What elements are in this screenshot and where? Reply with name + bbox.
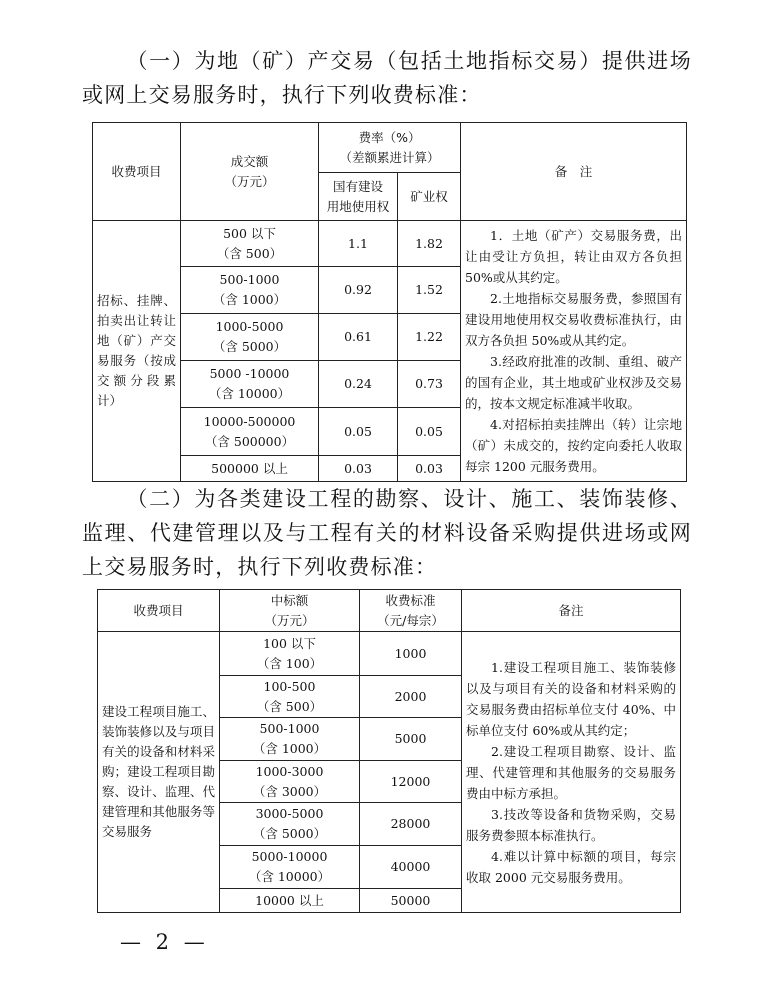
notes-cell: 1.建设工程项目施工、装饰装修以及与项目有关的设备和材料采购的交易服务费由招标单位支付 40%、中标单位支付 60%或从其约定； 2.建设工程项目勘察、设计、监理、代建管理和其他服务的交易服务费由中标方承担。 3.技改等设备和货物采购，交易服务费参照本标准执行。 4.难以计算中标额的项目，每宗收取 2000 元交易服务费用。 xyxy=(462,632,681,913)
state-rate: 0.05 xyxy=(319,408,398,456)
fee-value: 50000 xyxy=(360,889,462,913)
amount-range: 1000-3000 （含 3000） xyxy=(220,761,360,803)
state-rate: 1.1 xyxy=(319,221,398,267)
fee-value: 1000 xyxy=(360,632,462,676)
amount-range: 3000-5000 （含 5000） xyxy=(220,803,360,846)
mining-rate: 1.52 xyxy=(398,267,461,314)
amount-range: 5000-10000 （含 10000） xyxy=(220,846,360,889)
fee-value: 5000 xyxy=(360,718,462,761)
header-fee: 收费标准 （元/每宗） xyxy=(360,590,462,632)
fee-value: 40000 xyxy=(360,846,462,889)
mining-rate: 0.73 xyxy=(398,361,461,408)
page-number: — 2 — xyxy=(120,930,209,954)
amount-range: 100-500 （含 500） xyxy=(220,676,360,718)
amount-range: 500-1000 （含 1000） xyxy=(181,267,319,314)
amount-range: 5000 -10000 （含 10000） xyxy=(181,361,319,408)
amount-range: 1000-5000 （含 5000） xyxy=(181,314,319,361)
land-mining-fee-table xyxy=(92,122,687,482)
header-item: 收费项目 xyxy=(93,123,181,221)
mining-rate: 0.03 xyxy=(398,456,461,482)
header-state-land: 国有建设 用地使用权 xyxy=(319,173,398,221)
table-row xyxy=(93,221,687,267)
state-rate: 0.92 xyxy=(319,267,398,314)
notes-cell: 1．土地（矿产）交易服务费，出让由受让方负担，转让由双方各负担 50%或从其约定。 2.土地指标交易服务费，参照国有建设用地使用权交易收费标准执行，由双方各负担 50%或从其约定。 3.经政府批准的改制、重组、破产的国有企业，其土地或矿业权涉及交易的，按本文规定标准减半收取。 4.对招标拍卖挂牌出（转）让宗地（矿）未成交的，按约定向委托人收取每宗 1200 元服务费用。 xyxy=(461,221,687,482)
amount-range: 500000 以上 xyxy=(181,456,319,482)
amount-range: 10000-500000 （含 500000） xyxy=(181,408,319,456)
amount-range: 500-1000 （含 1000） xyxy=(220,718,360,761)
state-rate: 0.24 xyxy=(319,361,398,408)
header-mining: 矿业权 xyxy=(398,173,461,221)
fee-value: 2000 xyxy=(360,676,462,718)
fee-value: 28000 xyxy=(360,803,462,846)
amount-range: 10000 以上 xyxy=(220,889,360,913)
header-rate: 费率（%） （差额累进计算） xyxy=(319,123,461,173)
amount-range: 500 以下 （含 500） xyxy=(181,221,319,267)
mining-rate: 0.05 xyxy=(398,408,461,456)
mining-rate: 1.82 xyxy=(398,221,461,267)
section2-paragraph: （二）为各类建设工程的勘察、设计、施工、装饰装修、监理、代建管理以及与工程有关的材料设备采购提供进场或网上交易服务时，执行下列收费标准： xyxy=(82,487,692,579)
construction-fee-table xyxy=(97,589,681,913)
header-notes: 备 注 xyxy=(461,123,687,221)
item-name: 建设工程项目施工、装饰装修以及与项目有关的设备和材料采购；建设工程项目勘察、设计、监理、代建管理和其他服务等交易服务 xyxy=(98,632,220,913)
state-rate: 0.61 xyxy=(319,314,398,361)
item-name: 招标、挂牌、拍卖出让转让地（矿）产交易服务（按成交额分段累计） xyxy=(93,221,181,482)
section1-paragraph: （一）为地（矿）产交易（包括土地指标交易）提供进场或网上交易服务时，执行下列收费标准： xyxy=(82,49,692,107)
mining-rate: 1.22 xyxy=(398,314,461,361)
header-amount: 中标额 （万元） xyxy=(220,590,360,632)
header-item: 收费项目 xyxy=(98,590,220,632)
header-notes: 备注 xyxy=(462,590,681,632)
fee-value: 12000 xyxy=(360,761,462,803)
amount-range: 100 以下 （含 100） xyxy=(220,632,360,676)
state-rate: 0.03 xyxy=(319,456,398,482)
table-row xyxy=(98,632,681,676)
header-amount: 成交额 （万元） xyxy=(181,123,319,221)
